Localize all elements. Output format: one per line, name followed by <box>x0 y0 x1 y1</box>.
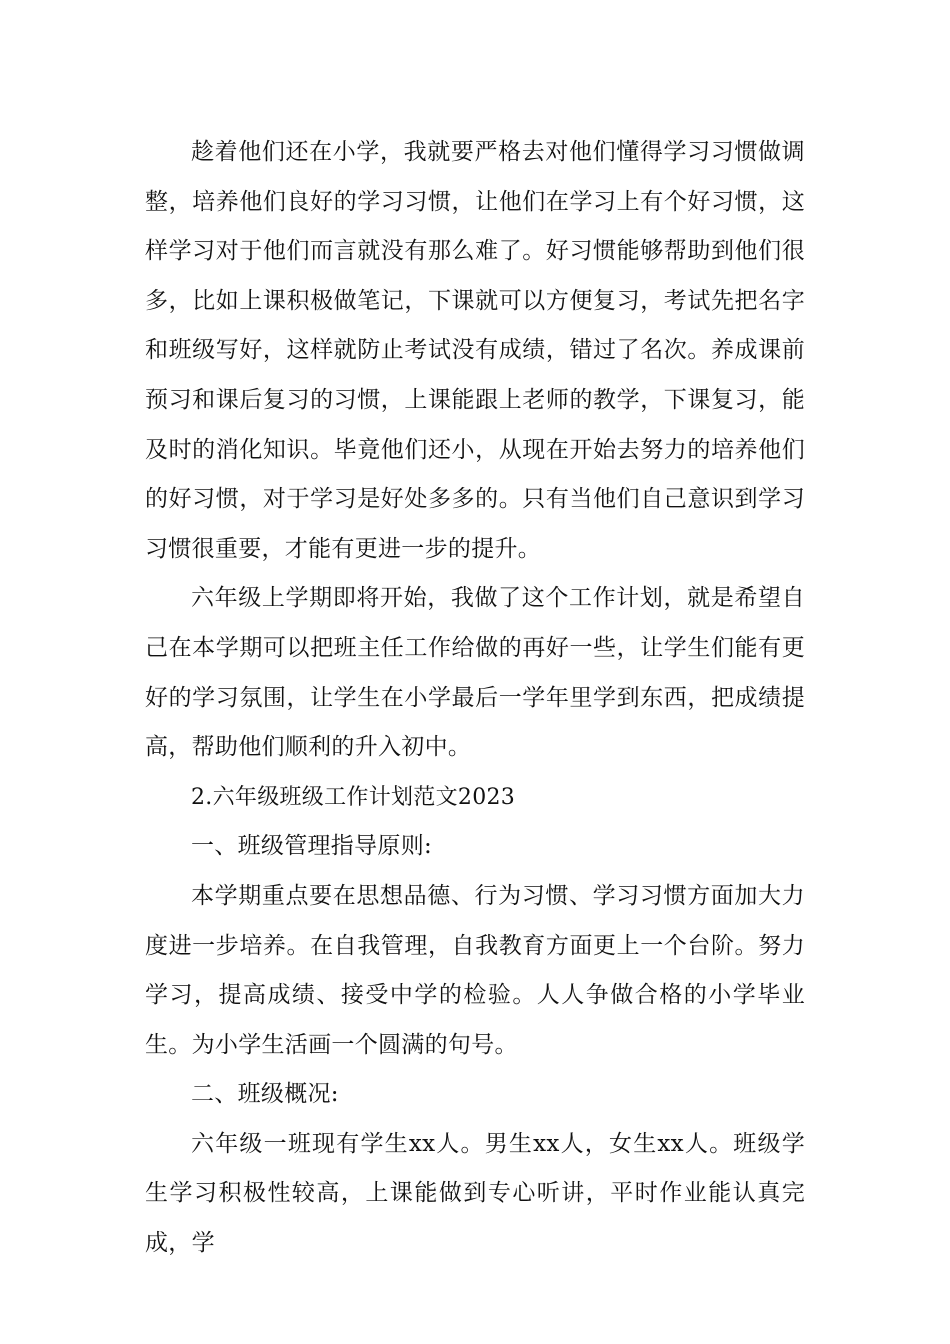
section-title: 2.六年级班级工作计划范文2023 <box>191 784 516 810</box>
paragraph-class-overview: 六年级一班现有学生xx人。男生xx人，女生xx人。班级学生学习积极性较高，上课能做到专心听讲，平时作业能认真完成，学 <box>145 1130 805 1257</box>
document-body <box>145 128 805 1269</box>
paragraph-study-habits: 趁着他们还在小学，我就要严格去对他们懂得学习习惯做调整，培养他们良好的学习习惯，让他们在学习上有个好习惯，这样学习对于他们而言就没有那么难了。好习惯能够帮助到他们很多，比如上课积极做笔记，下课就可以方便复习，考试先把名字和班级写好，这样就防止考试没有成绩，错过了名次。养成课前预习和课后复习的习惯，上课能跟上老师的教学，下课复习，能及时的消化知识。毕竟他们还小，从现在开始去努力的培养他们的好习惯，对于学习是好处多多的。只有当他们自己意识到学习习惯很重要，才能有更进一步的提升。 <box>145 139 805 562</box>
subheading-class-overview: 二、班级概况: <box>191 1081 339 1108</box>
subheading-management-principles: 一、班级管理指导原则: <box>191 833 433 860</box>
paragraph-work-plan-intro: 六年级上学期即将开始，我做了这个工作计划，就是希望自己在本学期可以把班主任工作给做的再好一些，让学生们能有更好的学习氛围，让学生在小学最后一学年里学到东西，把成绩提高，帮助他们顺利的升入初中。 <box>145 585 805 761</box>
paragraph-management-principles: 本学期重点要在思想品德、行为习惯、学习习惯方面加大力度进一步培养。在自我管理，自我教育方面更上一个台阶。努力学习，提高成绩、接受中学的检验。人人争做合格的小学毕业生。为小学生活画一个圆满的句号。 <box>145 882 805 1058</box>
